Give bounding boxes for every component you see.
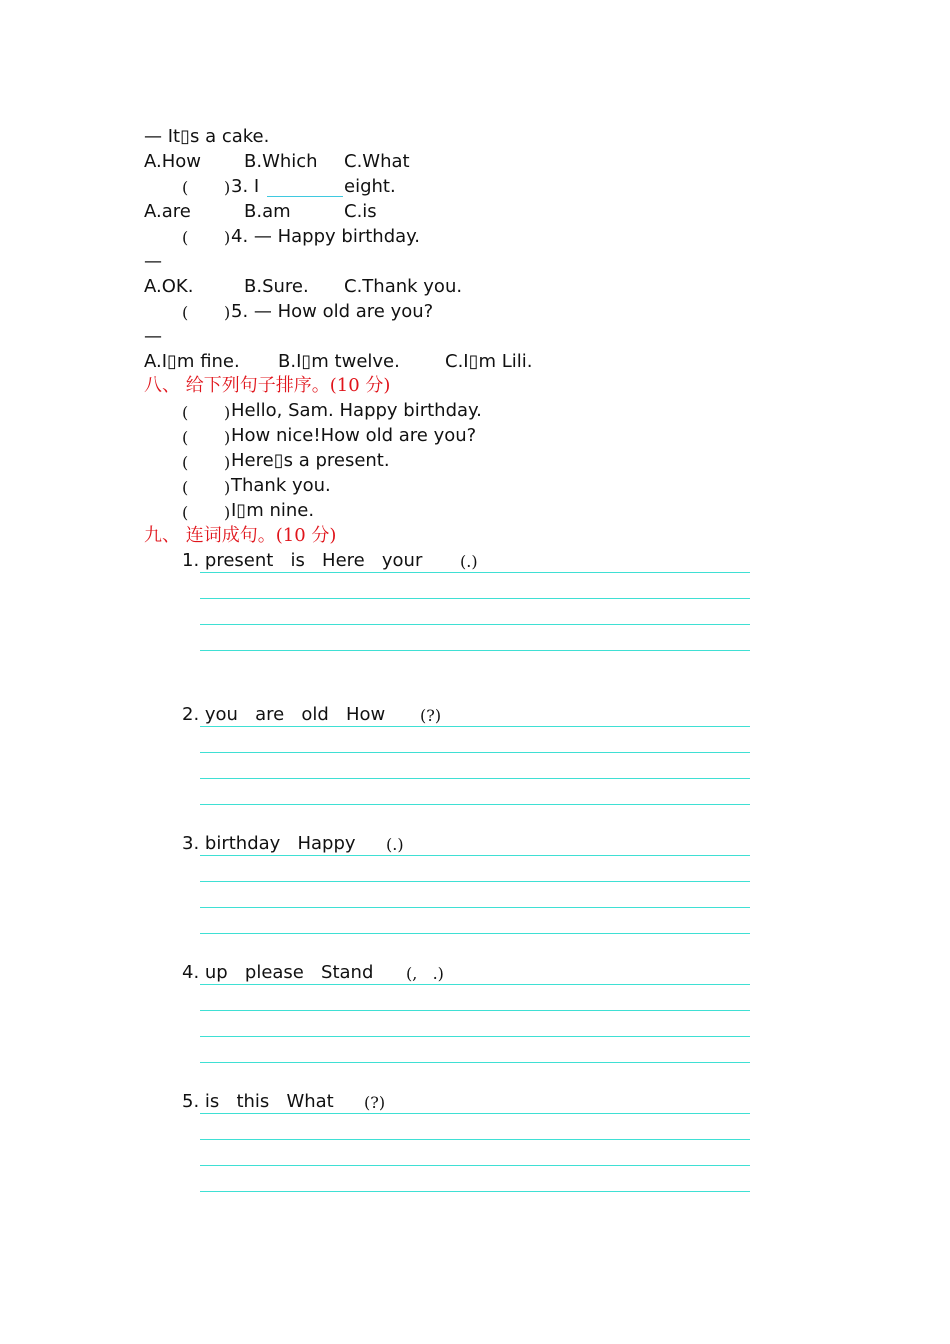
s9-words: 5. is this What xyxy=(182,1091,334,1112)
q4-paren-close: ) xyxy=(224,228,231,247)
q3-paren-open: ( xyxy=(182,178,189,197)
q3-option-b: B.am xyxy=(244,201,291,222)
section9-title: 九、 连词成句。(10 分) xyxy=(144,525,337,546)
q5-reply-dash: — xyxy=(144,326,162,347)
s9-words: 2. you are old How xyxy=(182,704,386,725)
q2-answer-line: — It▯s a cake. xyxy=(144,126,270,147)
s8-item: Here▯s a present. xyxy=(231,450,390,471)
q5-stem: 5. — How old are you? xyxy=(231,301,434,322)
s8-paren-close: ) xyxy=(224,503,231,522)
s8-paren-open: ( xyxy=(182,453,189,472)
writing-line[interactable] xyxy=(200,1062,750,1063)
q5-option-c: C.I▯m Lili. xyxy=(445,351,533,372)
writing-line[interactable] xyxy=(200,1036,750,1037)
s9-punct: (?) xyxy=(420,706,442,725)
writing-line[interactable] xyxy=(200,572,750,573)
s8-item: Hello, Sam. Happy birthday. xyxy=(231,400,482,421)
writing-line[interactable] xyxy=(200,624,750,625)
writing-line[interactable] xyxy=(200,650,750,651)
section8-title: 八、 给下列句子排序。(10 分) xyxy=(144,375,391,396)
writing-line[interactable] xyxy=(200,1191,750,1192)
s8-paren-close: ) xyxy=(224,428,231,447)
writing-line[interactable] xyxy=(200,1165,750,1166)
q3-option-c: C.is xyxy=(344,201,377,222)
writing-line[interactable] xyxy=(200,726,750,727)
s8-paren-open: ( xyxy=(182,503,189,522)
q3-blank-line xyxy=(267,196,343,197)
writing-line[interactable] xyxy=(200,933,750,934)
writing-line[interactable] xyxy=(200,804,750,805)
writing-line[interactable] xyxy=(200,855,750,856)
s9-punct: (.) xyxy=(386,835,404,854)
q4-option-b: B.Sure. xyxy=(244,276,309,297)
s8-paren-open: ( xyxy=(182,403,189,422)
q5-option-a: A.I▯m fine. xyxy=(144,351,240,372)
q3-paren-close: ) xyxy=(224,178,231,197)
s8-item: I▯m nine. xyxy=(231,500,315,521)
q5-paren-close: ) xyxy=(224,303,231,322)
q4-stem: 4. — Happy birthday. xyxy=(231,226,420,247)
writing-line[interactable] xyxy=(200,1010,750,1011)
writing-line[interactable] xyxy=(200,984,750,985)
s8-item: How nice!How old are you? xyxy=(231,425,477,446)
s9-words: 1. present is Here your xyxy=(182,550,423,571)
q3-stem-end: eight. xyxy=(344,176,396,197)
s8-paren-open: ( xyxy=(182,478,189,497)
s8-paren-open: ( xyxy=(182,428,189,447)
s8-paren-close: ) xyxy=(224,403,231,422)
q4-option-a: A.OK. xyxy=(144,276,194,297)
q3-stem: 3. I xyxy=(231,176,260,197)
writing-line[interactable] xyxy=(200,778,750,779)
writing-line[interactable] xyxy=(200,1139,750,1140)
q5-paren-open: ( xyxy=(182,303,189,322)
writing-line[interactable] xyxy=(200,907,750,908)
q5-option-b: B.I▯m twelve. xyxy=(278,351,400,372)
writing-line[interactable] xyxy=(200,598,750,599)
q3-option-a: A.are xyxy=(144,201,191,222)
s8-paren-close: ) xyxy=(224,478,231,497)
s9-words: 4. up please Stand xyxy=(182,962,374,983)
q4-paren-open: ( xyxy=(182,228,189,247)
s9-words: 3. birthday Happy xyxy=(182,833,356,854)
q2-option-a: A.How xyxy=(144,151,201,172)
q4-option-c: C.Thank you. xyxy=(344,276,463,297)
writing-line[interactable] xyxy=(200,881,750,882)
s9-punct: (, .) xyxy=(406,964,444,983)
writing-line[interactable] xyxy=(200,1113,750,1114)
q2-option-b: B.Which xyxy=(244,151,318,172)
q4-reply-dash: — xyxy=(144,251,162,272)
writing-line[interactable] xyxy=(200,752,750,753)
q2-option-c: C.What xyxy=(344,151,410,172)
s9-punct: (?) xyxy=(364,1093,386,1112)
s8-paren-close: ) xyxy=(224,453,231,472)
s8-item: Thank you. xyxy=(231,475,331,496)
s9-punct: (.) xyxy=(460,552,478,571)
